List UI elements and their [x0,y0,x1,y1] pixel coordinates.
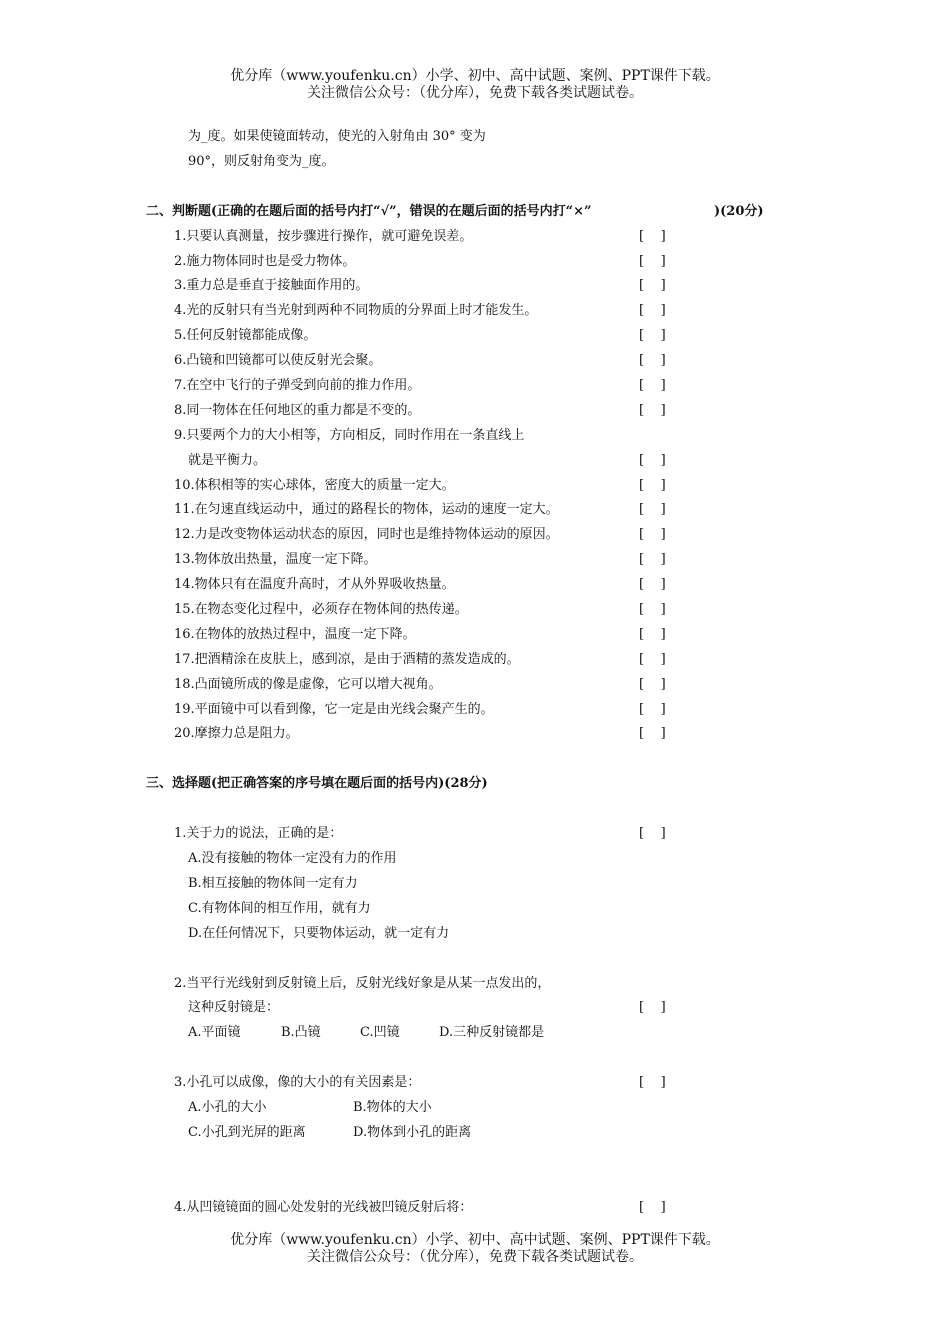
section-2-title: 二、判断题(正确的在题后面的括号内打“√”，错误的在题后面的括号内打“×” [146,204,592,219]
tf-item-6: 6.凸镜和凹镜都可以使反射光会聚。 [174,353,382,368]
tf-item-1: 1.只要认真测量，按步骤进行操作，就可避免误差。 [174,229,473,244]
tf-item-13: 13.物体放出热量，温度一定下降。 [174,552,377,567]
answer-bracket[interactable]: [ ] [639,229,666,244]
answer-bracket[interactable]: [ ] [639,1075,666,1090]
section-3-title: 三、选择题(把正确答案的序号填在题后面的括号内)(28分) [146,776,488,791]
tf-item-2: 2.施力物体同时也是受力物体。 [174,254,356,269]
mc-q3-option-b: B.物体的大小 [353,1100,432,1115]
mc-q2-option-b: B.凸镜 [281,1025,321,1040]
answer-bracket[interactable]: [ ] [639,627,666,642]
answer-bracket[interactable]: [ ] [639,278,666,293]
footer-line-2: 关注微信公众号：（优分库），免费下载各类试题试卷。 [307,1249,643,1265]
footer-line-1: 优分库（www.youfenku.cn）小学、初中、高中试题、案例、PPT课件下载。 [230,1232,720,1248]
header-line-2: 关注微信公众号：（优分库），免费下载各类试题试卷。 [307,85,643,101]
mc-q2-option-d: D.三种反射镜都是 [439,1025,545,1040]
answer-bracket[interactable]: [ ] [639,478,666,493]
answer-bracket[interactable]: [ ] [639,502,666,517]
answer-bracket[interactable]: [ ] [639,1200,666,1215]
answer-bracket[interactable]: [ ] [639,403,666,418]
tf-item-9: 9.只要两个力的大小相等，方向相反，同时作用在一条直线上 [174,428,525,443]
section-2-score: )(20分) [714,204,764,219]
answer-bracket[interactable]: [ ] [639,527,666,542]
tf-item-17: 17.把酒精涂在皮肤上，感到凉，是由于酒精的蒸发造成的。 [174,652,520,667]
answer-bracket[interactable]: [ ] [639,677,666,692]
answer-bracket[interactable]: [ ] [639,328,666,343]
tf-item-10: 10.体积相等的实心球体，密度大的质量一定大。 [174,478,455,493]
mc-q1-stem: 1.关于力的说法，正确的是： [174,826,343,841]
tf-item-14: 14.物体只有在温度升高时，才从外界吸收热量。 [174,577,455,592]
carryover-line-1: 为_度。如果使镜面转动，使光的入射角由 30° 变为 [188,129,486,144]
tf-item-4: 4.光的反射只有当光射到两种不同物质的分界面上时才能发生。 [174,303,538,318]
mc-q2-stem-cont: 这种反射镜是： [188,1000,280,1015]
tf-item-12: 12.力是改变物体运动状态的原因，同时也是维持物体运动的原因。 [174,527,559,542]
mc-q2-option-c: C.凹镜 [360,1025,400,1040]
tf-item-8: 8.同一物体在任何地区的重力都是不变的。 [174,403,421,418]
answer-bracket[interactable]: [ ] [639,353,666,368]
tf-item-16: 16.在物体的放热过程中，温度一定下降。 [174,627,416,642]
answer-bracket[interactable]: [ ] [639,826,666,841]
mc-q1-option-a: A.没有接触的物体一定没有力的作用 [188,851,397,866]
mc-q3-option-d: D.物体到小孔的距离 [353,1125,472,1140]
answer-bracket[interactable]: [ ] [639,652,666,667]
mc-q4-stem: 4.从凹镜镜面的圆心处发射的光线被凹镜反射后将： [174,1200,473,1215]
answer-bracket[interactable]: [ ] [639,602,666,617]
mc-q3-option-a: A.小孔的大小 [188,1100,267,1115]
mc-q2-option-a: A.平面镜 [188,1025,241,1040]
mc-q1-option-d: D.在任何情况下，只要物体运动，就一定有力 [188,926,450,941]
tf-item-5: 5.任何反射镜都能成像。 [174,328,317,343]
page-footer [0,1232,950,1266]
header-line-1: 优分库（www.youfenku.cn）小学、初中、高中试题、案例、PPT课件下载。 [230,68,720,84]
page-header [0,68,950,102]
tf-item-19: 19.平面镜中可以看到像，它一定是由光线会聚产生的。 [174,702,494,717]
tf-item-3: 3.重力总是垂直于接触面作用的。 [174,278,369,293]
tf-item-9-cont: 就是平衡力。 [188,453,267,468]
mc-q1-option-b: B.相互接触的物体间一定有力 [188,876,358,891]
mc-q3-stem: 3.小孔可以成像，像的大小的有关因素是： [174,1075,421,1090]
answer-bracket[interactable]: [ ] [639,303,666,318]
answer-bracket[interactable]: [ ] [639,577,666,592]
answer-bracket[interactable]: [ ] [639,378,666,393]
mc-q3-option-c: C.小孔到光屏的距离 [188,1125,306,1140]
answer-bracket[interactable]: [ ] [639,1000,666,1015]
answer-bracket[interactable]: [ ] [639,254,666,269]
mc-q2-stem: 2.当平行光线射到反射镜上后，反射光线好象是从某一点发出的， [174,976,551,991]
tf-item-11: 11.在匀速直线运动中，通过的路程长的物体，运动的速度一定大。 [174,502,559,517]
answer-bracket[interactable]: [ ] [639,453,666,468]
tf-item-18: 18.凸面镜所成的像是虚像，它可以增大视角。 [174,677,442,692]
answer-bracket[interactable]: [ ] [639,726,666,741]
tf-item-7: 7.在空中飞行的子弹受到向前的推力作用。 [174,378,421,393]
answer-bracket[interactable]: [ ] [639,702,666,717]
answer-bracket[interactable]: [ ] [639,552,666,567]
mc-q1-option-c: C.有物体间的相互作用，就有力 [188,901,371,916]
carryover-line-2: 90°，则反射角变为_度。 [188,154,335,169]
tf-item-15: 15.在物态变化过程中，必须存在物体间的热传递。 [174,602,468,617]
tf-item-20: 20.摩擦力总是阻力。 [174,726,299,741]
